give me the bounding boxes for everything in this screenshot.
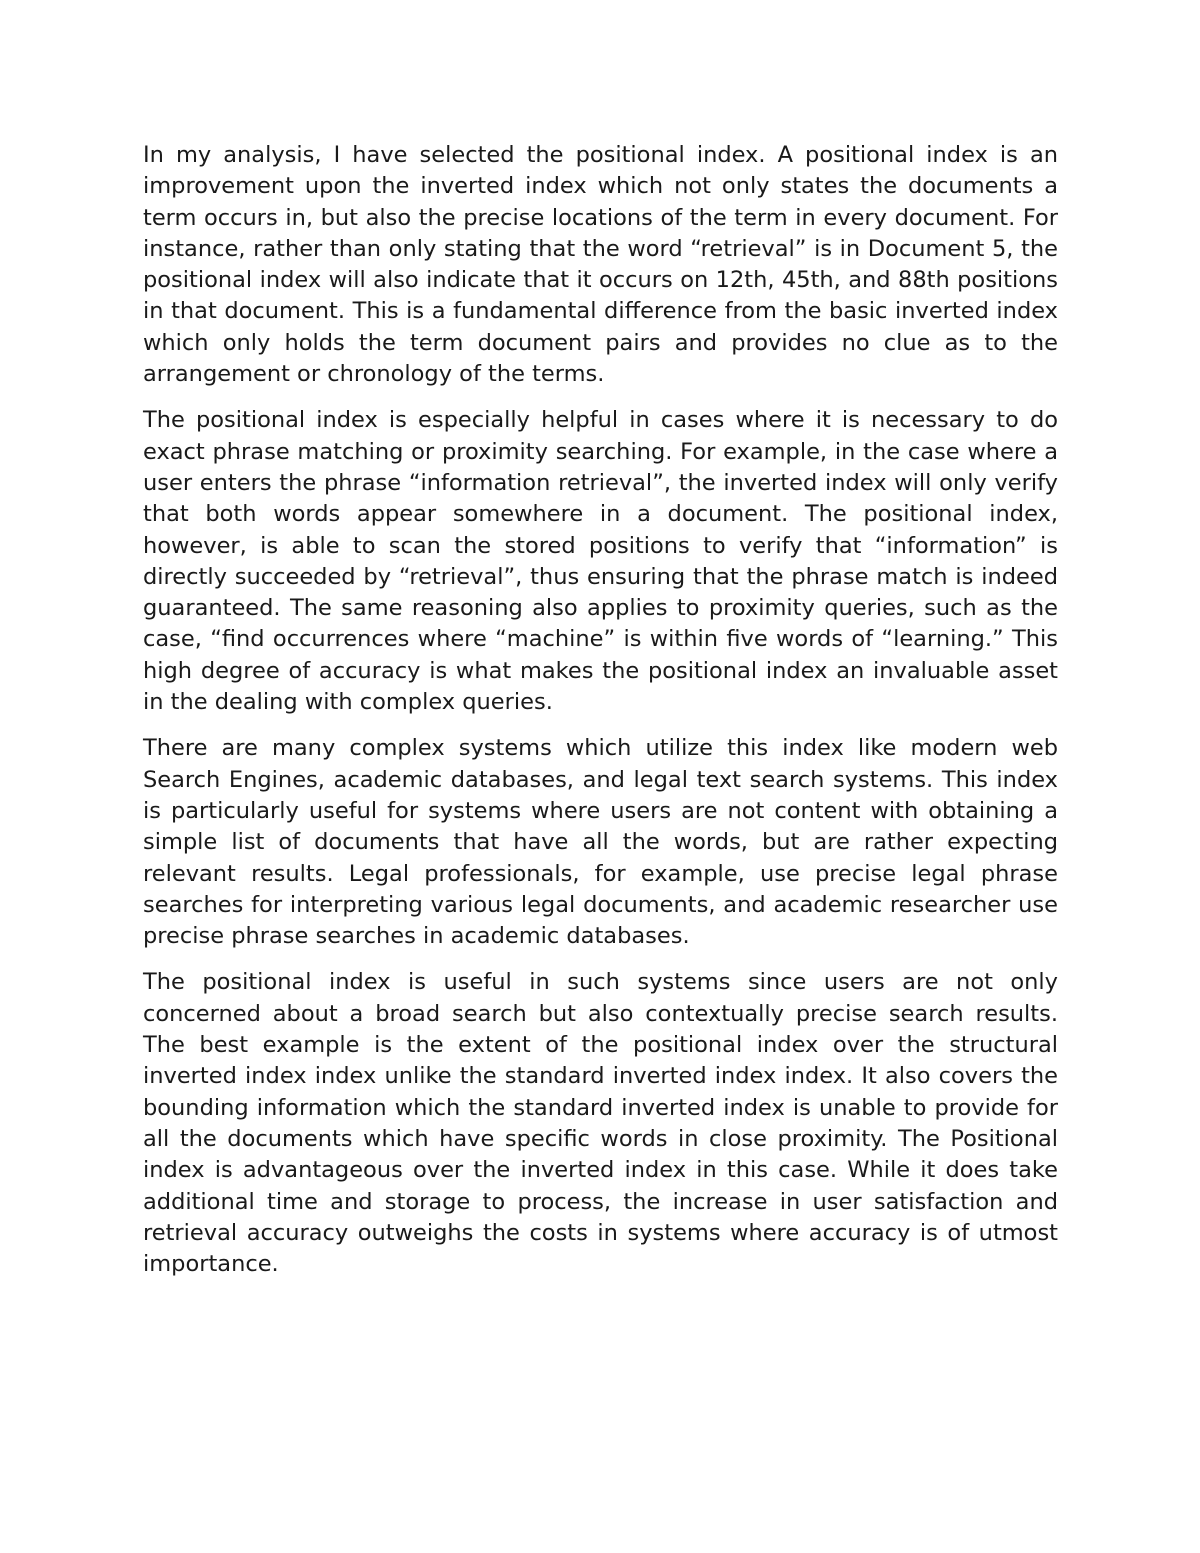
paragraph-positional-index-definition: In my analysis, I have selected the positional index. A positional index is an improvement upon the inverted index which not only states the documents a term occurs in, but also the precise locations of the term in every document. For instance, rather than only stating that the word “retrieval” is in Document 5, the positional index will also indicate that it occurs on 12th, 45th, and 88th positions in that document. This is a fundamental difference from the basic inverted index which only holds the term document pairs and provides no clue as to the arrangement or chronology of the terms.	[143, 142, 1058, 388]
paragraph-complex-systems: There are many complex systems which utilize this index like modern web Search Engines, academic databases, and legal text search systems. This index is particularly useful for systems where users are not content with obtaining a simple list of documents that have all the words, but are rather expecting relevant results. Legal professionals, for example, use precise legal phrase searches for interpreting various legal documents, and academic researcher use precise phrase searches in academic databases.	[143, 735, 1058, 950]
paragraph-usefulness: The positional index is useful in such systems since users are not only concerned about a broad search but also contextually precise search results. The best example is the extent of the positional index over the structural inverted index index unlike the standard inverted index index. It also covers the bounding information which the standard inverted index is unable to provide for all the documents which have specific words in close proximity. The Positional index is advantageous over the inverted index in this case. While it does take additional time and storage to process, the increase in user satisfaction and retrieval accuracy outweighs the costs in systems where accuracy is of utmost importance.	[143, 969, 1058, 1278]
document-body	[143, 140, 1058, 1295]
paragraph-phrase-matching: The positional index is especially helpful in cases where it is necessary to do exact phrase matching or proximity searching. For example, in the case where a user enters the phrase “information retrieval”, the inverted index will only verify that both words appear somewhere in a document. The positional index, however, is able to scan the stored positions to verify that “information” is directly succeeded by “retrieval”, thus ensuring that the phrase match is indeed guaranteed. The same reasoning also applies to proximity queries, such as the case, “find occurrences where “machine” is within five words of “learning.” This high degree of accuracy is what makes the positional index an invaluable asset in the dealing with complex queries.	[143, 407, 1058, 716]
